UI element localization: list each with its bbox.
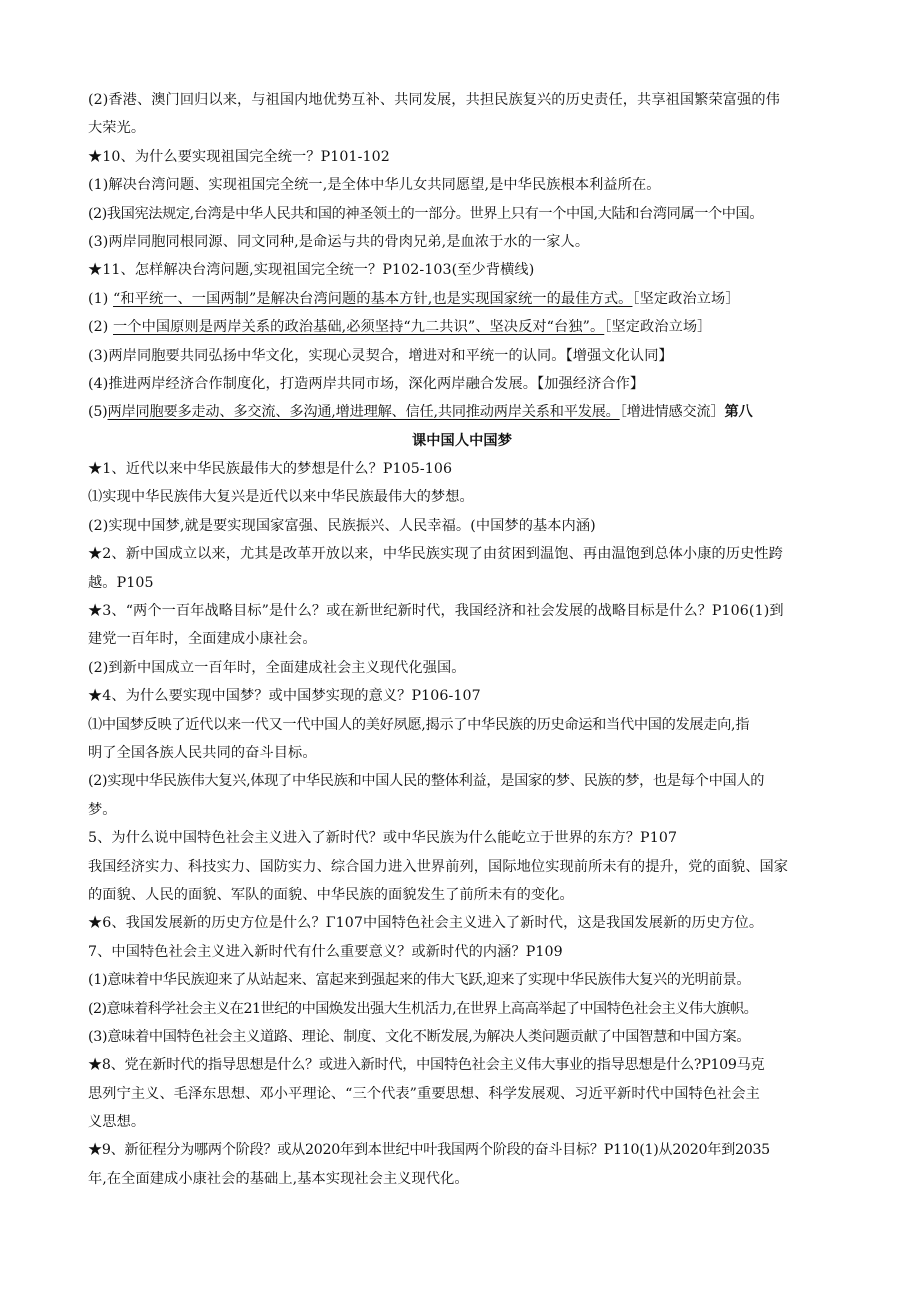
text-line: 大荣光。 [88, 120, 146, 137]
text-line: (3)两岸同胞要共同弘扬中华文化，实现心灵契合，增进对和平统一的认同。【增强文化认同】 [88, 347, 673, 364]
text-line: (2)我国宪法规定,台湾是中华人民共和国的神圣领土的一部分。世界上只有一个中国,大陆和台湾同属一个中国。 [88, 205, 764, 222]
text-line: (1)解决台湾问题、实现祖国完全统一,是全体中华儿女共同愿望,是中华民族根本利益所在。 [88, 177, 661, 194]
text-line: (3)意味着中国特色社会主义道路、理论、制度、文化不断发展,为解决人类问题贡献了中国智慧和中国方案。 [88, 1028, 751, 1045]
text-line: 建党一百年时，全面建成小康社会。 [88, 631, 317, 648]
text-line-underlined [88, 313, 836, 341]
text-line: 思列宁主义、毛泽东思想、邓小平理论、“三个代表”重要思想、科学发展观、习近平新时代中国特色社会主 [88, 1085, 760, 1102]
text-line: (2)到新中国成立一百年时，全面建成社会主义现代化强国。 [88, 659, 466, 676]
question-heading: ★1、近代以来中华民族最伟大的梦想是什么？P105-106 [88, 461, 453, 478]
bracket-tag: ［坚定政治立场］ [632, 290, 740, 307]
bracket-tag: ［增进情感交流］ [619, 404, 725, 421]
underlined-text: “和平统一、一国两制”是解决台湾问题的基本方针,也是实现国家统一的最佳方式。 [113, 290, 633, 307]
list-marker: (1) [88, 290, 114, 307]
text-line-underlined [88, 285, 836, 313]
question-heading: ★9、新征程分为哪两个阶段？或从2020年到本世纪中叶我国两个阶段的奋斗目标？P110(1)从2020年到2035 [88, 1142, 770, 1159]
text-line: 义思想。 [88, 1114, 146, 1131]
question-heading: ★8、党在新时代的指导思想是什么？或进入新时代，中国特色社会主义伟大事业的指导思想是什么?P109马克 [88, 1057, 765, 1074]
text-line: 越。P105 [88, 574, 154, 591]
lesson-title-start: 第八 [724, 404, 753, 421]
list-marker: (2) [88, 319, 114, 336]
text-line: (4)推进两岸经济合作制度化，打造两岸共同市场，深化两岸融合发展。【加强经济合作】 [88, 375, 645, 392]
text-line: (2)实现中国梦,就是要实现国家富强、民族振兴、人民幸福。(中国梦的基本内涵) [88, 517, 596, 534]
text-line: 的面貌、人民的面貌、军队的面貌、中华民族的面貌发生了前所未有的变化。 [88, 886, 574, 903]
question-heading: 7、中国特色社会主义进入新时代有什么重要意义？或新时代的内涵？P109 [88, 943, 563, 960]
text-line: ⑴实现中华民族伟大复兴是近代以来中华民族最伟大的梦想。 [88, 489, 474, 506]
text-line: (3)两岸同胞同根同源、同文同种,是命运与共的骨肉兄弟,是血浓于水的一家人。 [88, 233, 590, 250]
underlined-text: 两岸同胞要多走动、多交流、多沟通,增进理解、信任,共同推动两岸关系和平发展。 [107, 404, 620, 421]
text-line: 我国经济实力、科技实力、国防实力、综合国力进入世界前列，国际地位实现前所未有的提升，党的面貌、国家 [88, 858, 789, 875]
text-line: ⑴中国梦反映了近代以来一代又一代中国人的美好夙愿,揭示了中华民族的历史命运和当代中国的发展走向,指 [88, 716, 750, 733]
text-line: (2)意味着科学社会主义在21世纪的中国焕发出强大生机活力,在世界上高高举起了中国特色社会主义伟大旗帜。 [88, 1000, 758, 1017]
bracket-tag: ［坚定政治立场］ [604, 319, 712, 336]
question-heading: ★10、为什么要实现祖国完全统一？P101-102 [88, 148, 390, 165]
document-page [88, 86, 836, 1193]
underlined-text: 一个中国原则是两岸关系的政治基础,必须坚持“九二共识”、坚决反对“台独”。 [113, 319, 605, 336]
question-heading: ★3、“两个一百年战略目标”是什么？或在新世纪新时代，我国经济和社会发展的战略目标是什么？P106(1)到 [88, 603, 784, 620]
text-line: 梦。 [88, 801, 117, 818]
question-heading: ★11、怎样解决台湾问题,实现祖国完全统一？P102-103(至少背横线) [88, 262, 535, 279]
text-line-underlined [88, 398, 836, 426]
text-line: 年,在全面建成小康社会的基础上,基本实现社会主义现代化。 [88, 1170, 469, 1187]
list-marker: (5) [88, 404, 108, 421]
text-line: (1)意味着中华民族迎来了从站起来、富起来到强起来的伟大飞跃,迎来了实现中华民族伟大复兴的光明前景。 [88, 972, 751, 989]
lesson-title: 课中国人中国梦 [411, 432, 512, 449]
question-heading: ★2、新中国成立以来，尤其是改革开放以来，中华民族实现了由贫困到温饱、再由温饱到总体小康的历史性跨 [88, 546, 783, 563]
question-heading: ★6、我国发展新的历史方位是什么？Γ107中国特色社会主义进入了新时代，这是我国发展新的历史方位。 [88, 915, 764, 932]
question-heading: ★4、为什么要实现中国梦？或中国梦实现的意义？P106-107 [88, 688, 481, 705]
question-heading: 5、为什么说中国特色社会主义进入了新时代？或中华民族为什么能屹立于世界的东方？P107 [88, 830, 678, 847]
text-line: 明了全国各族人民共同的奋斗目标。 [88, 744, 317, 761]
text-line: (2)香港、澳门回归以来，与祖国内地优势互补、共同发展，共担民族复兴的历史责任，共享祖国繁荣富强的伟 [88, 92, 780, 108]
text-line: (2)实现中华民族伟大复兴,体现了中华民族和中国人民的整体利益，是国家的梦、民族的梦，也是每个中国人的 [88, 773, 765, 790]
